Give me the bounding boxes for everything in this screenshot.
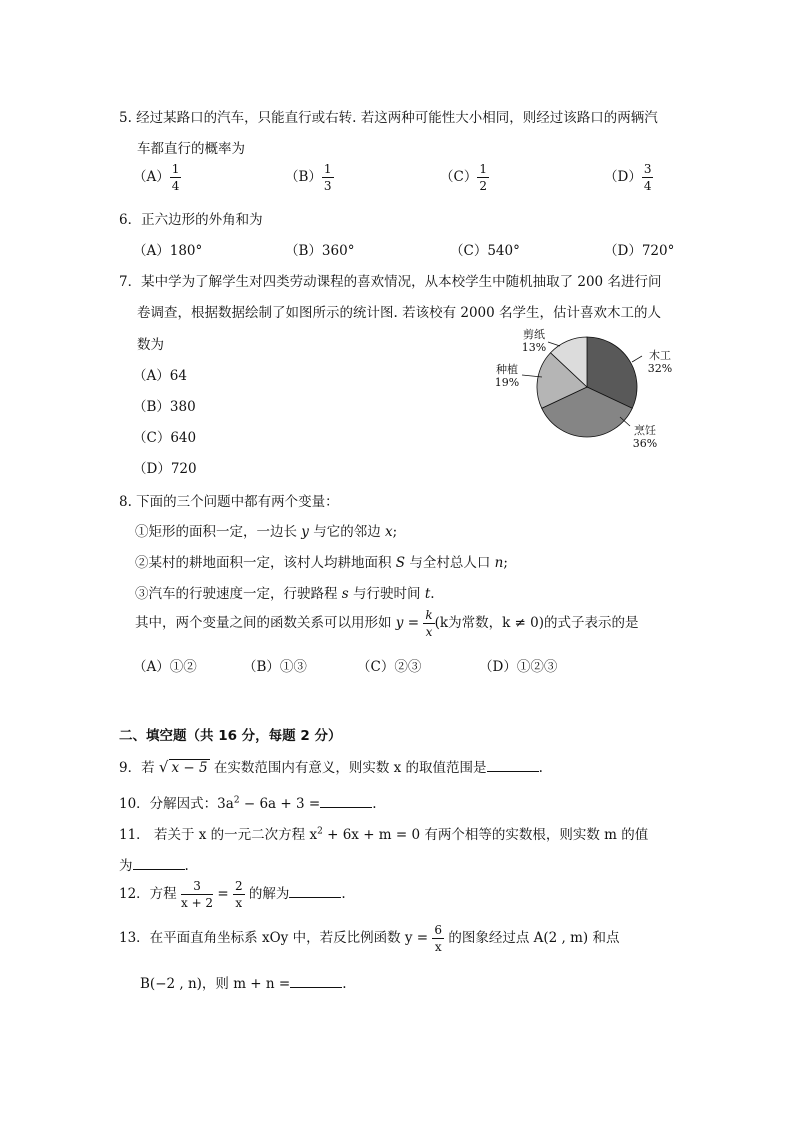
q8-item-2: ②某村的耕地面积一定，该村人均耕地面积 S 与全村总人口 n; <box>135 555 508 571</box>
q11-line1: 11． 若关于 x 的一元二次方程 $x^2 + 6x + m = 0$ 有两个相等的实数根，则实数 m 的值 <box>119 826 649 843</box>
q8-item-1: ①矩形的面积一定，一边长 y 与它的邻边 x; <box>135 524 398 540</box>
q8-conclusion: 其中，两个变量之间的函数关系可以用形如 y = $\frac{k}{x}$ (k为常数，k ≠ 0)的式子表示的是 <box>135 608 639 639</box>
q7-stem-line3: 数为 <box>137 337 164 353</box>
q11-line2: 为 . <box>119 858 189 874</box>
q8-option-a[interactable]: （A）①② <box>133 659 197 675</box>
q5-option-d[interactable]: （D） $\frac{3}{4}$ <box>604 162 652 193</box>
q13-answer-blank[interactable] <box>290 975 342 988</box>
q7-stem-line1: 7．某中学为了解学生对四类劳动课程的喜欢情况，从本校学生中随机抽取了 200 名进行问 <box>119 274 662 290</box>
q12: 12．方程 $\frac{3}{x + 2}$ = $\frac{2}{x}$ 的解为 . <box>119 879 346 910</box>
pie-value-label-4: 13% <box>521 341 547 354</box>
q7-option-d[interactable]: （D）720 <box>133 461 197 477</box>
section-title: 二、填空题（共 16 分，每题 2 分） <box>119 728 342 744</box>
pie-label-1: 木工 <box>649 349 671 362</box>
q10: 10．分解因式：$3a^2 - 6a + 3$ = . <box>119 795 377 812</box>
q9: 9．若 √ x − 5 在实数范围内有意义，则实数 x 的取值范围是 . <box>119 758 543 776</box>
pie-label-4: 剪纸 <box>523 328 545 341</box>
q11-answer-blank[interactable] <box>133 857 185 870</box>
pie-label-3: 种植 <box>496 363 518 376</box>
q8-option-b[interactable]: （B）①③ <box>243 659 307 675</box>
q8-option-c[interactable]: （C）②③ <box>357 659 422 675</box>
q5-option-b[interactable]: （B） $\frac{1}{3}$ <box>285 162 332 193</box>
pie-value-label-3: 19% <box>494 376 520 389</box>
q6-stem: 6．正六边形的外角和为 <box>119 212 263 228</box>
q5-option-a[interactable]: （A） $\frac{1}{4}$ <box>133 162 180 193</box>
q7-option-b[interactable]: （B）380 <box>133 399 196 415</box>
q8-stem: 8. 下面的三个问题中都有两个变量： <box>119 494 339 510</box>
q8-item-3: ③汽车的行驶速度一定，行驶路程 s 与行驶时间 t. <box>135 586 435 602</box>
pie-leader-line-4 <box>548 342 560 346</box>
q6-option-d[interactable]: （D）720° <box>604 243 675 259</box>
q5-stem-line1: 5. 经过某路口的汽车，只能直行或右转. 若这两种可能性大小相同，则经过该路口的两辆汽 <box>119 110 658 126</box>
q8-option-d[interactable]: （D）①②③ <box>479 659 558 675</box>
q10-answer-blank[interactable] <box>320 795 372 808</box>
q13-line1: 13．在平面直角坐标系 xOy 中，若反比例函数 y = $\frac{6}{x}$ 的图象经过点 A(2 , m) 和点 <box>119 923 620 954</box>
q5-option-c[interactable]: （C） $\frac{1}{2}$ <box>440 162 487 193</box>
q9-answer-blank[interactable] <box>487 759 539 772</box>
q7-option-c[interactable]: （C）640 <box>133 430 197 446</box>
q5-stem-line2: 车都直行的概率为 <box>137 141 245 157</box>
q6-option-b[interactable]: （B）360° <box>285 243 355 259</box>
q7-option-a[interactable]: （A）64 <box>133 368 187 384</box>
q7-stem-line2: 卷调查，根据数据绘制了如图所示的统计图. 若该校有 2000 名学生，估计喜欢木工的人 <box>137 305 662 321</box>
pie-label-2: 烹饪 <box>634 424 656 437</box>
q12-answer-blank[interactable] <box>289 885 341 898</box>
pie-value-label-1: 32% <box>647 362 673 375</box>
q13-line2: B(−2 , n)，则 m + n = . <box>140 976 347 992</box>
pie-chart <box>480 322 690 457</box>
pie-leader-line-1 <box>632 356 642 362</box>
q6-option-a[interactable]: （A）180° <box>133 243 203 259</box>
pie-value-label-2: 36% <box>632 437 658 450</box>
q6-option-c[interactable]: （C）540° <box>450 243 520 259</box>
